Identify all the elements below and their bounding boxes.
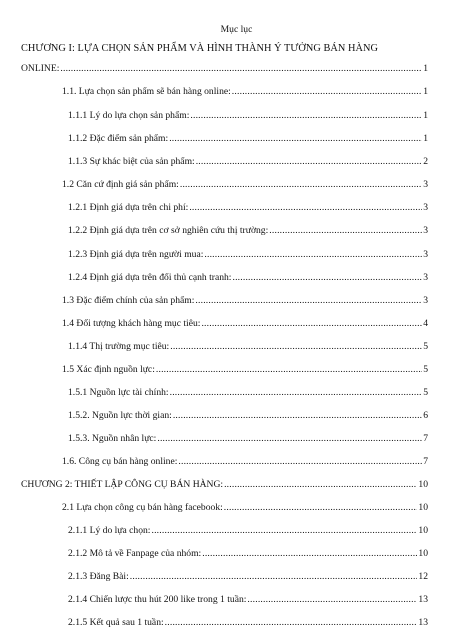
toc-page-number: 2 (423, 156, 428, 167)
toc-entry-text: 1.2.3 Định giá dựa trên người mua: (68, 249, 204, 260)
toc-entry-text: 2.1.1 Lý do lựa chọn: (68, 525, 151, 536)
toc-entry-text: 1.5 Xác định nguồn lực: (62, 364, 155, 375)
dot-leader (170, 341, 422, 353)
toc-page-number: 1 (423, 86, 428, 97)
toc-entry-text: 1.1.3 Sự khác biệt của sản phẩm: (68, 156, 195, 167)
toc-entry[interactable] (68, 548, 428, 560)
toc-page-number: 3 (423, 249, 428, 260)
dot-leader (173, 410, 422, 422)
toc-entry[interactable] (68, 387, 428, 399)
toc-page-number: 3 (423, 272, 428, 283)
toc-entry-text: 1.2.1 Định giá dựa trên chi phí: (68, 202, 189, 213)
toc-page-number: 12 (418, 571, 428, 582)
toc-entry[interactable] (68, 272, 428, 284)
toc-entry[interactable] (62, 295, 428, 307)
toc-entry-text: 1.2.2 Định giá dựa trên cơ sở nghiên cứu thị trường: (68, 225, 269, 236)
toc-entry-text: 1.1.2 Đặc điểm sản phẩm: (68, 133, 169, 144)
toc-entry-text: 2.1.5 Kết quả sau 1 tuần: (68, 617, 164, 628)
toc-page-number: 3 (423, 295, 428, 306)
toc-entry-text: 1.5.2. Nguồn lực thời gian: (68, 410, 172, 421)
dot-leader (201, 318, 422, 330)
toc-page-number: 4 (423, 318, 428, 329)
toc-page-number: 1 (423, 133, 428, 144)
toc-page-number: 10 (418, 502, 428, 513)
toc-entry-text: 1.6. Công cụ bán hàng online: (62, 456, 178, 467)
toc-entry-text: 1.1. Lựa chọn sản phẩm sẽ bán hàng online: (62, 86, 231, 97)
toc-entry-text: 1.2 Căn cứ định giá sản phẩm: (62, 179, 179, 190)
toc-chapter-1-heading[interactable] (21, 43, 426, 55)
toc-entry-text: 1.4 Đối tượng khách hàng mục tiêu: (62, 318, 201, 329)
toc-entry-text: 1.1.1 Lý do lựa chọn sản phẩm: (68, 110, 190, 121)
dot-leader (232, 86, 422, 98)
dot-leader (169, 133, 422, 145)
toc-entry[interactable] (68, 202, 428, 214)
dot-leader (157, 433, 422, 445)
dot-leader (189, 202, 422, 214)
toc-entry-text: 2.1 Lựa chọn công cụ bán hàng facebook: (62, 502, 223, 513)
toc-page-number: 6 (423, 410, 428, 421)
toc-chapter-1-line2: ONLINE: (21, 63, 60, 74)
toc-page-number: 1 (423, 110, 428, 121)
toc-entry[interactable] (62, 86, 428, 98)
toc-chapter-2[interactable] (21, 479, 428, 491)
toc-page-number: 1 (423, 63, 428, 74)
toc-page-number: 3 (423, 179, 428, 190)
toc-entry[interactable] (68, 225, 428, 237)
toc-entry-text: 1.2.4 Định giá dựa trên đối thủ cạnh tranh: (68, 272, 232, 283)
dot-leader (204, 249, 422, 261)
toc-page-number: 5 (423, 387, 428, 398)
toc-title: Mục lục (220, 24, 253, 35)
toc-page-number: 5 (423, 364, 428, 375)
toc-entry[interactable] (68, 249, 428, 261)
toc-page-number: 3 (423, 202, 428, 213)
toc-page-number: 10 (418, 548, 428, 559)
dot-leader (165, 617, 418, 629)
toc-entry[interactable] (68, 133, 428, 145)
toc-page-number: 5 (423, 341, 428, 352)
toc-chapter-1-line1: CHƯƠNG I: LỰA CHỌN SẢN PHẨM VÀ HÌNH THÀNH Ý TƯỞNG BÁN HÀNG (21, 43, 378, 54)
dot-leader (60, 63, 422, 75)
toc-entry[interactable] (68, 410, 428, 422)
toc-entry[interactable] (68, 525, 428, 537)
toc-page-number: 13 (418, 594, 428, 605)
toc-entry[interactable] (68, 594, 428, 606)
dot-leader (151, 525, 417, 537)
toc-entry[interactable] (68, 341, 428, 353)
dot-leader (232, 272, 422, 284)
dot-leader (156, 364, 422, 376)
toc-entry[interactable] (68, 110, 428, 122)
toc-entry[interactable] (68, 571, 428, 583)
dot-leader (195, 295, 422, 307)
dot-leader (178, 456, 422, 468)
toc-entry-text: 2.1.4 Chiến lược thu hút 200 like trong 1 tuần: (68, 594, 247, 605)
toc-page-number: 3 (423, 225, 428, 236)
dot-leader (269, 225, 422, 237)
toc-page-number: 7 (423, 456, 428, 467)
dot-leader (224, 502, 418, 514)
toc-entry[interactable] (68, 433, 428, 445)
toc-entry[interactable] (62, 179, 428, 191)
toc-entry-text: 1.5.3. Nguồn nhân lực: (68, 433, 157, 444)
toc-entry[interactable] (62, 456, 428, 468)
toc-chapter-1-continuation[interactable] (21, 63, 428, 75)
toc-entry-text: CHƯƠNG 2: THIẾT LẬP CÔNG CỤ BÁN HÀNG: (21, 479, 224, 490)
toc-entry-text: 1.1.4 Thị trường mục tiêu: (68, 341, 170, 352)
dot-leader (247, 594, 417, 606)
toc-page-number: 10 (418, 479, 428, 490)
toc-entry[interactable] (62, 364, 428, 376)
toc-entry[interactable] (68, 617, 428, 629)
toc-entry[interactable] (68, 156, 428, 168)
dot-leader (196, 156, 423, 168)
dot-leader (202, 548, 417, 560)
toc-entry[interactable] (62, 318, 428, 330)
toc-page-number: 10 (418, 525, 428, 536)
toc-entry-text: 1.3 Đặc điểm chính của sản phẩm: (62, 295, 195, 306)
dot-leader (170, 387, 423, 399)
toc-page-number: 13 (418, 617, 428, 628)
dot-leader (180, 179, 422, 191)
toc-entry-text: 2.1.3 Đăng Bài: (68, 571, 129, 582)
dot-leader (190, 110, 422, 122)
dot-leader (130, 571, 418, 583)
toc-entry[interactable] (62, 502, 428, 514)
toc-entry-text: 2.1.2 Mô tả về Fanpage của nhóm: (68, 548, 202, 559)
toc-entry-text: 1.5.1 Nguồn lực tài chính: (68, 387, 169, 398)
toc-page-number: 7 (423, 433, 428, 444)
dot-leader (224, 479, 417, 491)
